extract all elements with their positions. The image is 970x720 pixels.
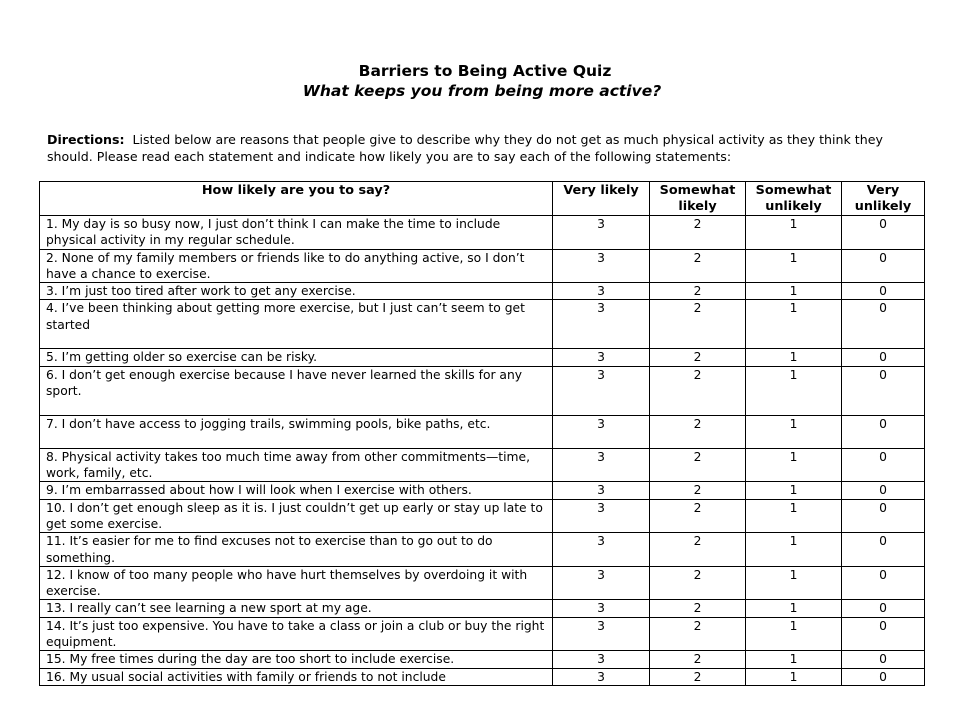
score-very-likely: 3	[553, 415, 650, 448]
score-very-likely: 3	[553, 349, 650, 366]
score-somewhat-unlikely: 1	[746, 668, 842, 685]
score-somewhat-likely: 2	[650, 448, 746, 482]
column-header-question: How likely are you to say?	[40, 182, 553, 216]
score-somewhat-unlikely: 1	[746, 300, 842, 349]
table-row	[40, 651, 925, 668]
score-somewhat-likely: 2	[650, 566, 746, 600]
table-row	[40, 600, 925, 617]
directions-text: Listed below are reasons that people give to describe why they do not get as much physical activity as they think they should. Please read each statement and indicate how likely you are to say each of the following statements:	[47, 132, 883, 164]
table-row	[40, 249, 925, 283]
score-somewhat-unlikely: 1	[746, 366, 842, 415]
statement-text: 16. My usual social activities with family or friends to not include	[40, 668, 553, 685]
score-very-likely: 3	[553, 566, 650, 600]
score-very-likely: 3	[553, 617, 650, 651]
score-somewhat-likely: 2	[650, 499, 746, 533]
score-very-likely: 3	[553, 300, 650, 349]
table-row	[40, 283, 925, 300]
score-very-unlikely: 0	[842, 617, 925, 651]
score-very-unlikely: 0	[842, 566, 925, 600]
score-somewhat-likely: 2	[650, 651, 746, 668]
table-row	[40, 349, 925, 366]
directions-paragraph	[47, 132, 927, 165]
score-somewhat-unlikely: 1	[746, 499, 842, 533]
score-somewhat-likely: 2	[650, 300, 746, 349]
score-somewhat-unlikely: 1	[746, 415, 842, 448]
score-very-unlikely: 0	[842, 600, 925, 617]
score-very-unlikely: 0	[842, 216, 925, 250]
column-header-very-unlikely: Very unlikely	[842, 182, 925, 216]
statement-text: 10. I don’t get enough sleep as it is. I just couldn’t get up early or stay up late to get some exercise.	[40, 499, 553, 533]
score-very-unlikely: 0	[842, 499, 925, 533]
statement-text: 13. I really can’t see learning a new sport at my age.	[40, 600, 553, 617]
statement-text: 14. It’s just too expensive. You have to take a class or join a club or buy the right equipment.	[40, 617, 553, 651]
score-somewhat-likely: 2	[650, 533, 746, 567]
quiz-title: Barriers to Being Active Quiz	[358, 62, 612, 80]
table-row	[40, 533, 925, 567]
score-somewhat-likely: 2	[650, 283, 746, 300]
table-header-row	[40, 182, 925, 216]
score-somewhat-likely: 2	[650, 482, 746, 499]
score-very-likely: 3	[553, 533, 650, 567]
score-somewhat-unlikely: 1	[746, 349, 842, 366]
column-header-very-likely: Very likely	[553, 182, 650, 216]
score-somewhat-unlikely: 1	[746, 651, 842, 668]
statement-text: 15. My free times during the day are too short to include exercise.	[40, 651, 553, 668]
score-very-unlikely: 0	[842, 249, 925, 283]
score-somewhat-likely: 2	[650, 349, 746, 366]
score-somewhat-unlikely: 1	[746, 617, 842, 651]
score-very-likely: 3	[553, 651, 650, 668]
table-row	[40, 499, 925, 533]
score-very-unlikely: 0	[842, 651, 925, 668]
statement-text: 8. Physical activity takes too much time away from other commitments—time, work, family, etc.	[40, 448, 553, 482]
table-row	[40, 566, 925, 600]
score-somewhat-unlikely: 1	[746, 482, 842, 499]
score-very-unlikely: 0	[842, 668, 925, 685]
score-very-unlikely: 0	[842, 482, 925, 499]
directions-label: Directions:	[47, 132, 125, 147]
score-somewhat-likely: 2	[650, 415, 746, 448]
table-row	[40, 448, 925, 482]
score-somewhat-unlikely: 1	[746, 249, 842, 283]
table-row	[40, 482, 925, 499]
score-somewhat-unlikely: 1	[746, 533, 842, 567]
statement-text: 2. None of my family members or friends like to do anything active, so I don’t have a chance to exercise.	[40, 249, 553, 283]
statement-text: 4. I’ve been thinking about getting more exercise, but I just can’t seem to get started	[40, 300, 553, 349]
score-somewhat-unlikely: 1	[746, 566, 842, 600]
score-somewhat-likely: 2	[650, 249, 746, 283]
score-very-likely: 3	[553, 499, 650, 533]
score-very-likely: 3	[553, 366, 650, 415]
quiz-table	[39, 181, 925, 686]
score-very-likely: 3	[553, 216, 650, 250]
score-very-likely: 3	[553, 249, 650, 283]
statement-text: 11. It’s easier for me to find excuses not to exercise than to go out to do something.	[40, 533, 553, 567]
score-very-unlikely: 0	[842, 300, 925, 349]
score-somewhat-likely: 2	[650, 600, 746, 617]
score-very-unlikely: 0	[842, 366, 925, 415]
score-somewhat-likely: 2	[650, 617, 746, 651]
statement-text: 9. I’m embarrassed about how I will look when I exercise with others.	[40, 482, 553, 499]
statement-text: 6. I don’t get enough exercise because I have never learned the skills for any sport.	[40, 366, 553, 415]
statement-text: 12. I know of too many people who have hurt themselves by overdoing it with exercise.	[40, 566, 553, 600]
score-very-unlikely: 0	[842, 448, 925, 482]
score-somewhat-unlikely: 1	[746, 600, 842, 617]
score-somewhat-unlikely: 1	[746, 283, 842, 300]
table-row	[40, 617, 925, 651]
table-row	[40, 668, 925, 685]
statement-text: 5. I’m getting older so exercise can be risky.	[40, 349, 553, 366]
table-row	[40, 366, 925, 415]
score-very-likely: 3	[553, 482, 650, 499]
score-somewhat-likely: 2	[650, 668, 746, 685]
statement-text: 7. I don’t have access to jogging trails, swimming pools, bike paths, etc.	[40, 415, 553, 448]
column-header-somewhat-unlikely: Somewhat unlikely	[746, 182, 842, 216]
score-very-likely: 3	[553, 668, 650, 685]
score-somewhat-unlikely: 1	[746, 216, 842, 250]
table-row	[40, 216, 925, 250]
score-somewhat-likely: 2	[650, 216, 746, 250]
quiz-subtitle: What keeps you from being more active?	[302, 82, 662, 100]
column-header-somewhat-likely: Somewhat likely	[650, 182, 746, 216]
score-very-unlikely: 0	[842, 349, 925, 366]
statement-text: 3. I’m just too tired after work to get any exercise.	[40, 283, 553, 300]
score-very-likely: 3	[553, 448, 650, 482]
table-row	[40, 415, 925, 448]
score-very-likely: 3	[553, 600, 650, 617]
score-somewhat-unlikely: 1	[746, 448, 842, 482]
table-row	[40, 300, 925, 349]
score-very-likely: 3	[553, 283, 650, 300]
score-somewhat-likely: 2	[650, 366, 746, 415]
statement-text: 1. My day is so busy now, I just don’t think I can make the time to include physical activity in my regular schedule.	[40, 216, 553, 250]
score-very-unlikely: 0	[842, 533, 925, 567]
score-very-unlikely: 0	[842, 283, 925, 300]
score-very-unlikely: 0	[842, 415, 925, 448]
